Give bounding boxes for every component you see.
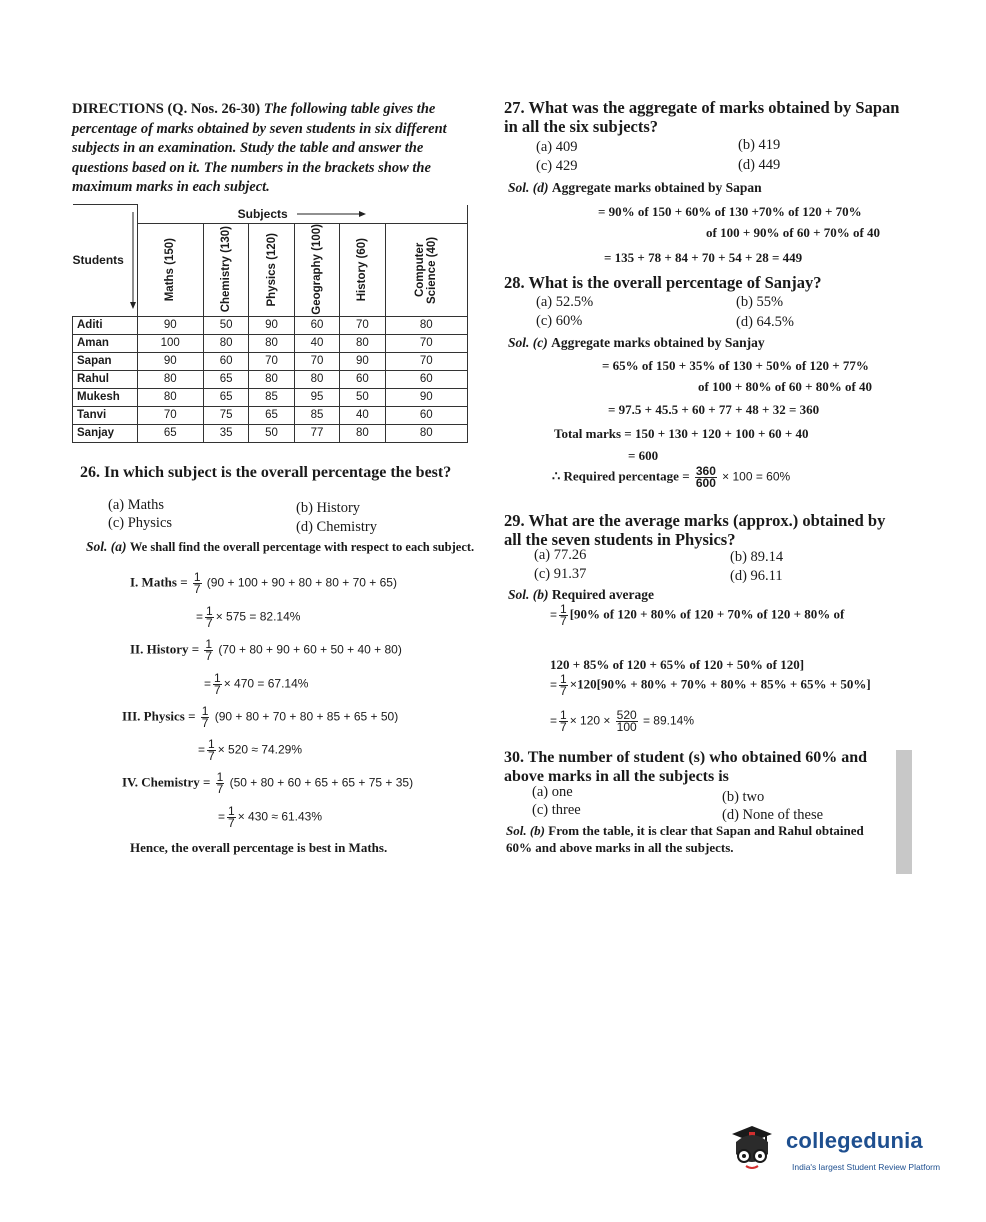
solution-text: From the table, it is clear that Sapan and Rahul obtained 60% and above marks in all the subjects. — [506, 823, 864, 855]
fraction-denominator: 7 — [214, 683, 221, 697]
fraction-numerator: 1 — [206, 604, 213, 618]
line-expression: (90 + 100 + 90 + 80 + 80 + 70 + 65) — [206, 575, 397, 590]
q29-option-b: (b) 89.14 — [730, 549, 784, 565]
q29-solution — [508, 585, 654, 604]
marks-table — [72, 204, 468, 443]
table-cell: 60 — [385, 406, 467, 424]
solution-text: Required average — [551, 587, 654, 602]
fraction-denominator: 7 — [193, 582, 201, 596]
mascot-icon — [728, 1120, 774, 1176]
fraction — [193, 572, 202, 595]
line-expression: ×120[90% + 80% + 70% + 80% + 85% + 65% + 50%] — [569, 676, 871, 692]
student-name: Sanjay — [73, 424, 138, 442]
column-header — [385, 223, 467, 316]
directions-lead: DIRECTIONS (Q. Nos. 26-30) — [72, 101, 261, 117]
fraction-numerator: 1 — [214, 671, 221, 685]
column-header-label: Physics (120) — [265, 232, 278, 307]
fraction — [227, 806, 236, 829]
q28-line-5: = 600 — [628, 448, 659, 463]
q27-line-2: of 100 + 90% of 60 + 70% of 40 — [706, 225, 881, 240]
fraction-numerator: 1 — [560, 672, 567, 686]
fraction — [201, 706, 210, 729]
solution-text: We shall find the overall percentage with respect to each subject. — [129, 540, 475, 554]
fraction-denominator: 7 — [560, 614, 567, 628]
table-cell: 100 — [137, 334, 203, 352]
fraction-numerator: 1 — [216, 770, 224, 784]
question-30 — [504, 748, 904, 786]
q28-line-1: = 65% of 150 + 35% of 130 + 50% of 120 + 77% — [602, 358, 869, 373]
line-expression: × 120 × — [569, 713, 611, 728]
table-cell: 80 — [203, 334, 248, 352]
q29-line-2: 120 + 85% of 120 + 65% of 120 + 50% of 120] — [550, 657, 805, 672]
q26-line-physics-result: = $\frac{1}{7}$ × 520 ≈ 74.29% — [198, 737, 303, 763]
student-name: Sapan — [73, 352, 138, 370]
q26-option-a: (a) Maths — [108, 497, 164, 513]
fraction-denominator: 7 — [208, 749, 215, 763]
down-arrow-icon — [129, 210, 137, 310]
fraction-denominator: 7 — [216, 782, 224, 796]
fraction-numerator: 1 — [201, 704, 209, 718]
table-cell: 80 — [249, 334, 294, 352]
q29-line-1: = $\frac{1}{7}$ [90% of 120 + 80% of 120 + 70% of 120 + 80% of — [550, 602, 845, 628]
solution-text: Aggregate marks obtained by Sanjay — [551, 335, 765, 350]
table-cell: 77 — [294, 424, 339, 442]
table-cell: 80 — [340, 334, 385, 352]
fraction-numerator: 1 — [560, 602, 567, 616]
table-cell: 65 — [203, 370, 248, 388]
page-edge-shadow — [896, 750, 912, 874]
table-cell: 50 — [203, 316, 248, 334]
table-row — [73, 388, 468, 406]
line-expression: × 100 = 60% — [722, 469, 791, 484]
q26-line-physics — [122, 706, 398, 729]
q26-option-b: (b) History — [296, 500, 361, 516]
fraction-numerator: 1 — [228, 804, 235, 818]
fraction-denominator: 600 — [695, 476, 716, 490]
q29-line-4: = $\frac{1}{7}$ × 120 × $\frac{520}{100}$ = 89.14% — [550, 708, 694, 734]
q26-line-chemistry — [122, 772, 413, 795]
line-expression: (70 + 80 + 90 + 60 + 50 + 40 + 80) — [218, 642, 402, 657]
line-label: ∴ Required percentage = — [552, 468, 690, 484]
question-number: 28. — [504, 273, 525, 292]
q29-option-a: (a) 77.26 — [534, 547, 587, 563]
q30-option-b: (b) two — [722, 789, 765, 805]
table-cell: 70 — [385, 334, 467, 352]
q28-solution — [508, 333, 765, 352]
table-cell: 80 — [385, 424, 467, 442]
column-header-label: Geography (100) — [310, 224, 323, 315]
table-cell: 80 — [249, 370, 294, 388]
line-expression: × 520 ≈ 74.29% — [217, 742, 303, 757]
fraction-denominator: 7 — [560, 720, 567, 734]
fraction — [559, 674, 568, 697]
table-cell: 95 — [294, 388, 339, 406]
q26-conclusion: Hence, the overall percentage is best in Maths. — [130, 840, 388, 855]
line-expression: (90 + 80 + 70 + 80 + 85 + 65 + 50) — [214, 709, 399, 724]
question-number: 29. — [504, 511, 525, 530]
table-cell: 35 — [203, 424, 248, 442]
table-cell: 65 — [249, 406, 294, 424]
line-label: IV. Chemistry = — [122, 774, 211, 790]
table-cell: 50 — [249, 424, 294, 442]
q26-solution — [86, 537, 476, 557]
q30-solution — [506, 822, 886, 856]
fraction-denominator: 7 — [206, 616, 213, 630]
table-cell: 90 — [249, 316, 294, 334]
table-cell: 80 — [294, 370, 339, 388]
table-cell: 50 — [340, 388, 385, 406]
question-number: 30. — [504, 749, 524, 766]
table-row — [73, 424, 468, 442]
q29-line-3: = $\frac{1}{7}$ ×120[90% + 80% + 70% + 80% + 85% + 65% + 50%] — [550, 672, 871, 698]
table-cell: 90 — [340, 352, 385, 370]
table-row — [73, 334, 468, 352]
table-cell: 60 — [385, 370, 467, 388]
table-cell: 60 — [294, 316, 339, 334]
q27-option-c: (c) 429 — [536, 158, 578, 174]
line-expression: × 430 ≈ 61.43% — [237, 809, 323, 824]
q26-line-maths-result: = $\frac{1}{7}$ × 575 = 82.14% — [196, 604, 301, 630]
question-28 — [504, 273, 904, 292]
table-row — [73, 406, 468, 424]
fraction — [616, 710, 638, 733]
fraction-denominator: 7 — [560, 684, 567, 698]
solution-label: Sol. (a) — [86, 539, 127, 554]
table-cell: 70 — [249, 352, 294, 370]
table-cell: 80 — [340, 424, 385, 442]
table-row — [73, 316, 468, 334]
column-header-label: Maths (150) — [164, 237, 177, 302]
table-cell: 40 — [294, 334, 339, 352]
table-cell: 40 — [340, 406, 385, 424]
q28-option-b: (b) 55% — [736, 294, 784, 310]
fraction — [205, 606, 214, 629]
table-cell: 70 — [340, 316, 385, 334]
column-header — [137, 223, 203, 316]
table-cell: 80 — [137, 388, 203, 406]
table-cell: 85 — [294, 406, 339, 424]
fraction-denominator: 7 — [228, 816, 235, 830]
fraction-numerator: 360 — [695, 464, 716, 478]
q30-option-d: (d) None of these — [722, 807, 824, 823]
line-expression: (50 + 80 + 60 + 65 + 65 + 75 + 35) — [229, 775, 414, 790]
line-label: III. Physics = — [122, 708, 196, 724]
student-name: Aditi — [73, 316, 138, 334]
q26-option-d: (d) Chemistry — [296, 519, 377, 535]
q28-line-2: of 100 + 80% of 60 + 80% of 40 — [698, 379, 873, 394]
q26-line-history-result: = $\frac{1}{7}$ × 470 = 67.14% — [204, 671, 309, 697]
line-expression: × 575 = 82.14% — [215, 609, 301, 624]
question-number: 26. — [80, 464, 100, 481]
q26-option-c: (c) Physics — [108, 515, 173, 531]
q28-option-a: (a) 52.5% — [536, 294, 594, 310]
question-27 — [504, 98, 904, 136]
table-cell: 60 — [340, 370, 385, 388]
q28-line-6 — [552, 466, 790, 489]
column-header — [249, 223, 294, 316]
students-header — [73, 205, 138, 317]
solution-label: Sol. (b) — [506, 823, 545, 838]
student-name: Mukesh — [73, 388, 138, 406]
student-name: Aman — [73, 334, 138, 352]
students-label: Students — [72, 253, 124, 268]
q27-option-a: (a) 409 — [536, 139, 578, 155]
table-cell: 80 — [137, 370, 203, 388]
question-text: What are the average marks (approx.) obtained by all the seven students in Physics? — [504, 511, 886, 549]
q26-line-history — [130, 639, 402, 662]
table-cell: 75 — [203, 406, 248, 424]
solution-label: Sol. (c) — [508, 335, 548, 350]
fraction-numerator: 1 — [208, 737, 215, 751]
fraction — [213, 673, 222, 696]
fraction — [559, 604, 568, 627]
fraction-denominator: 7 — [201, 716, 209, 730]
subjects-label: Subjects — [237, 206, 288, 221]
line-expression: × 470 = 67.14% — [223, 676, 309, 691]
q27-option-b: (b) 419 — [738, 137, 781, 153]
column-header-label: Computer Science (40) — [414, 235, 439, 304]
table-cell: 65 — [203, 388, 248, 406]
q29-option-c: (c) 91.37 — [534, 566, 587, 582]
q27-solution — [508, 178, 762, 197]
fraction-numerator: 520 — [616, 708, 637, 722]
table-cell: 70 — [137, 406, 203, 424]
table-cell: 85 — [249, 388, 294, 406]
subjects-header — [137, 205, 468, 224]
table-cell: 65 — [137, 424, 203, 442]
line-label: II. History = — [130, 641, 200, 657]
table-cell: 70 — [294, 352, 339, 370]
question-number: 27. — [504, 98, 525, 117]
solution-label: Sol. (d) — [508, 180, 549, 195]
question-29 — [504, 511, 904, 549]
q30-option-c: (c) three — [532, 802, 581, 818]
right-arrow-icon — [297, 210, 367, 218]
q30-option-a: (a) one — [532, 784, 573, 800]
column-header-label: Chemistry (130) — [220, 226, 233, 313]
solution-label: Sol. (b) — [508, 587, 549, 602]
question-text: What was the aggregate of marks obtained by Sapan in all the six subjects? — [504, 98, 900, 136]
q27-line-1: = 90% of 150 + 60% of 130 +70% of 120 + 70% — [598, 204, 862, 219]
directions-block — [72, 100, 472, 198]
fraction-denominator: 7 — [205, 649, 213, 663]
column-header-label: History (60) — [356, 237, 369, 302]
table-cell: 60 — [203, 352, 248, 370]
fraction — [207, 739, 216, 762]
table-row — [73, 352, 468, 370]
student-name: Tanvi — [73, 406, 138, 424]
question-text: The number of student (s) who obtained 60% and above marks in all the subjects is — [504, 749, 868, 785]
table-cell: 90 — [385, 388, 467, 406]
table-body — [73, 316, 468, 442]
question-text: In which subject is the overall percentage the best? — [104, 464, 452, 481]
fraction-numerator: 1 — [193, 570, 201, 584]
fraction — [559, 710, 568, 733]
q29-option-d: (d) 96.11 — [730, 568, 783, 584]
fraction — [216, 772, 225, 795]
fraction-denominator: 100 — [616, 720, 637, 734]
q27-line-3: = 135 + 78 + 84 + 70 + 54 + 28 = 449 — [604, 250, 803, 265]
column-header — [294, 223, 339, 316]
table-cell: 90 — [137, 352, 203, 370]
line-label: I. Maths = — [130, 574, 188, 590]
q27-option-d: (d) 449 — [738, 157, 781, 173]
question-26 — [80, 463, 470, 482]
table-cell: 80 — [385, 316, 467, 334]
fraction-numerator: 1 — [560, 708, 567, 722]
line-expression: [90% of 120 + 80% of 120 + 70% of 120 + 80% of — [569, 606, 845, 622]
fraction-numerator: 1 — [205, 637, 213, 651]
q26-line-chemistry-result: = $\frac{1}{7}$ × 430 ≈ 61.43% — [218, 804, 323, 830]
brand-logo-mascot — [728, 1120, 774, 1176]
fraction — [204, 639, 213, 662]
brand-tagline: India's largest Student Review Platform — [792, 1162, 941, 1172]
q28-option-c: (c) 60% — [536, 313, 583, 329]
student-name: Rahul — [73, 370, 138, 388]
table-row — [73, 370, 468, 388]
q28-line-3: = 97.5 + 45.5 + 60 + 77 + 48 + 32 = 360 — [608, 402, 820, 417]
question-text: What is the overall percentage of Sanjay? — [528, 273, 822, 292]
line-expression: = 89.14% — [642, 713, 694, 728]
q28-line-4: Total marks = 150 + 130 + 120 + 100 + 60 + 40 — [554, 426, 809, 441]
fraction — [695, 466, 717, 489]
solution-text: Aggregate marks obtained by Sapan — [551, 180, 762, 195]
table-cell: 90 — [137, 316, 203, 334]
q28-option-d: (d) 64.5% — [736, 314, 794, 330]
brand-name: collegedunia — [786, 1128, 923, 1153]
table-cell: 70 — [385, 352, 467, 370]
directions-text: The following table gives the percentage of marks obtained by seven students in six different subjects in an examination. Study the table and answer the questions based on it. The numbers in the brackets show the maximum marks in each subject. — [72, 101, 447, 195]
column-header — [340, 223, 385, 316]
column-header — [203, 223, 248, 316]
q26-line-maths — [130, 572, 397, 595]
